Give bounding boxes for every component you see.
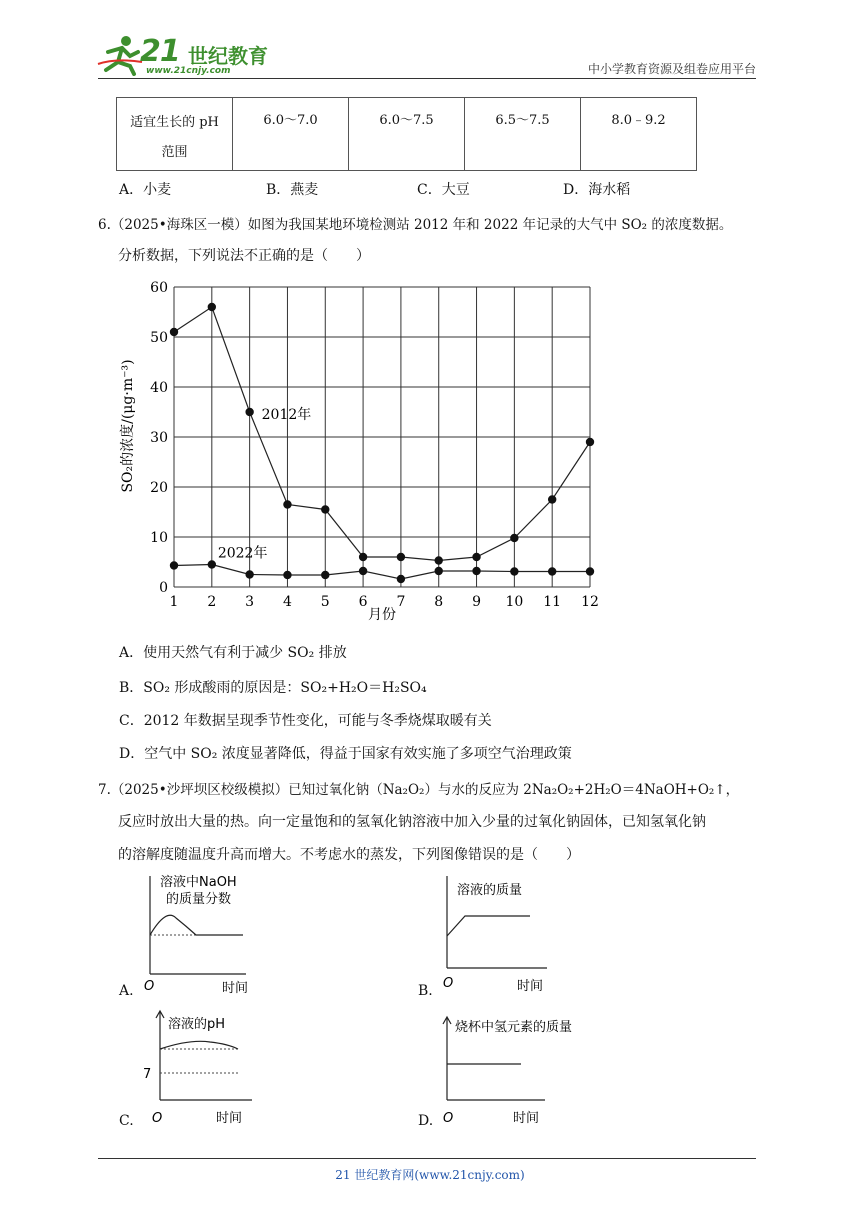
chart-grid bbox=[174, 287, 590, 587]
x-tick-label: 2 bbox=[207, 594, 217, 610]
series-line-1 bbox=[174, 565, 590, 580]
y-tick-label: 20 bbox=[150, 480, 168, 496]
x-tick-label: 10 bbox=[505, 594, 524, 610]
data-point bbox=[245, 570, 253, 578]
y-axis-label: SO₂的浓度/(μg·m⁻³) bbox=[120, 359, 136, 493]
series-label-2012: 2012年 bbox=[261, 407, 312, 423]
graph-a-origin: O bbox=[144, 979, 155, 994]
x-tick-label: 12 bbox=[581, 594, 599, 610]
data-point bbox=[245, 408, 253, 416]
table-cell: 8.0﹣9.2 bbox=[581, 98, 697, 171]
q5-option-b[interactable]: B．燕麦 bbox=[266, 182, 319, 198]
graph-c-origin: O bbox=[152, 1111, 163, 1126]
y-tick-label: 50 bbox=[150, 330, 168, 346]
q7-stem-line2: 反应时放出大量的热。向一定量饱和的氢氧化钠溶液中加入少量的过氧化钠固体，已知氢氧化钠 bbox=[118, 814, 706, 830]
graph-b-origin: O bbox=[443, 976, 454, 991]
data-point bbox=[548, 567, 556, 575]
q6-option-a[interactable]: A．使用天然气有利于减少 SO₂ 排放 bbox=[119, 645, 347, 661]
table-row-label bbox=[117, 98, 233, 171]
x-tick-label: 7 bbox=[396, 594, 406, 610]
y-tick-label: 0 bbox=[159, 580, 168, 596]
data-point bbox=[586, 438, 594, 446]
footer-divider bbox=[98, 1158, 756, 1159]
table-cell: 6.5～7.5 bbox=[465, 98, 581, 171]
logo-number: 21 bbox=[140, 34, 180, 69]
data-point bbox=[170, 561, 178, 569]
graph-a-title-2: 的质量分数 bbox=[166, 892, 232, 907]
graph-b-curve bbox=[447, 916, 530, 936]
x-tick-label: 3 bbox=[245, 594, 255, 610]
y-tick-label: 60 bbox=[150, 280, 168, 296]
data-point bbox=[321, 571, 329, 579]
data-point bbox=[586, 567, 594, 575]
row-label-line2: 范围 bbox=[161, 145, 188, 160]
y-tick-label: 30 bbox=[150, 430, 168, 446]
table-cell: 6.0～7.5 bbox=[349, 98, 465, 171]
data-point bbox=[359, 553, 367, 561]
q7-option-c[interactable]: C. bbox=[119, 1113, 134, 1129]
graph-a-xlabel: 时间 bbox=[222, 981, 249, 996]
graph-a bbox=[140, 870, 270, 1000]
graph-c bbox=[140, 1008, 270, 1128]
x-tick-label: 6 bbox=[358, 594, 368, 610]
data-point bbox=[397, 553, 405, 561]
data-point bbox=[208, 560, 216, 568]
x-axis-label: 月份 bbox=[368, 607, 396, 623]
data-point bbox=[435, 567, 443, 575]
q6-stem-line2: 分析数据，下列说法不正确的是（ ） bbox=[118, 248, 370, 264]
graph-c-curve bbox=[160, 1041, 238, 1049]
q6-option-c[interactable]: C．2012 年数据呈现季节性变化，可能与冬季烧煤取暖有关 bbox=[119, 713, 492, 729]
data-point bbox=[548, 495, 556, 503]
graph-b-xlabel: 时间 bbox=[517, 979, 544, 994]
data-point bbox=[472, 553, 480, 561]
data-point bbox=[472, 567, 480, 575]
x-tick-label: 4 bbox=[282, 594, 292, 610]
logo-text: 世纪教育 bbox=[188, 44, 268, 68]
footer-text[interactable]: 21 世纪教育网(www.21cnjy.com) bbox=[335, 1168, 525, 1182]
so2-line-chart bbox=[110, 276, 610, 626]
y-tick-label: 10 bbox=[150, 530, 168, 546]
header-divider bbox=[98, 78, 756, 79]
logo-url: www.21cnjy.com bbox=[146, 66, 231, 76]
data-point bbox=[510, 534, 518, 542]
y-tick-label: 40 bbox=[150, 380, 168, 396]
data-point bbox=[170, 328, 178, 336]
q7-option-b[interactable]: B. bbox=[418, 983, 433, 999]
q7-option-d[interactable]: D. bbox=[418, 1113, 434, 1129]
graph-d bbox=[437, 1008, 607, 1128]
graph-d-origin: O bbox=[443, 1111, 454, 1126]
chart-series bbox=[170, 303, 594, 583]
q5-option-c[interactable]: C．大豆 bbox=[417, 182, 470, 198]
graph-c-title: 溶液的pH bbox=[168, 1017, 226, 1032]
data-point bbox=[435, 556, 443, 564]
graph-b bbox=[437, 870, 567, 1000]
graph-d-xlabel: 时间 bbox=[513, 1111, 540, 1126]
table-cell: 6.0～7.0 bbox=[233, 98, 349, 171]
q6-option-b[interactable]: B．SO₂ 形成酸雨的原因是：SO₂+H₂O＝H₂SO₄ bbox=[119, 680, 427, 696]
q7-option-a[interactable]: A. bbox=[119, 983, 134, 999]
q6-stem-line1: 6.（2025•海珠区一模）如图为我国某地环境检测站 2012 年和 2022 年记录的大气中 SO₂ 的浓度数据。 bbox=[98, 217, 733, 233]
x-tick-label: 8 bbox=[434, 594, 444, 610]
series-label-2022: 2022年 bbox=[217, 545, 268, 562]
ph-range-table bbox=[116, 97, 697, 171]
q7-stem-line3: 的溶解度随温度升高而增大。不考虑水的蒸发，下列图像错误的是（ ） bbox=[118, 847, 580, 863]
x-tick-label: 9 bbox=[472, 594, 482, 610]
x-tick-label: 11 bbox=[543, 594, 562, 610]
x-tick-label: 5 bbox=[320, 594, 330, 610]
data-point bbox=[510, 567, 518, 575]
data-point bbox=[359, 567, 367, 575]
x-tick-label: 1 bbox=[169, 594, 179, 610]
graph-c-tick: 7 bbox=[143, 1067, 152, 1082]
q7-stem-line1: 7.（2025•沙坪坝区校级模拟）已知过氧化钠（Na₂O₂）与水的反应为 2Na₂O₂+2H₂O＝4NaOH+O₂↑， bbox=[98, 782, 740, 798]
graph-c-xlabel: 时间 bbox=[216, 1111, 243, 1126]
graph-d-title: 烧杯中氢元素的质量 bbox=[455, 1020, 573, 1035]
row-label-line1: 适宜生长的 pH bbox=[130, 115, 219, 130]
q5-option-a[interactable]: A．小麦 bbox=[119, 182, 172, 198]
graph-b-title: 溶液的质量 bbox=[457, 883, 523, 898]
graph-a-curve bbox=[150, 915, 243, 935]
data-point bbox=[397, 575, 405, 583]
graph-a-title-1: 溶液中NaOH bbox=[160, 875, 237, 890]
runner-logo-icon bbox=[96, 34, 144, 76]
data-point bbox=[208, 303, 216, 311]
data-point bbox=[283, 571, 291, 579]
header-platform-text: 中小学教育资源及组卷应用平台 bbox=[587, 62, 756, 76]
q5-option-d[interactable]: D．海水稻 bbox=[563, 182, 631, 198]
series-line-0 bbox=[174, 307, 590, 561]
q6-option-d[interactable]: D．空气中 SO₂ 浓度显著降低，得益于国家有效实施了多项空气治理政策 bbox=[119, 746, 572, 762]
data-point bbox=[321, 505, 329, 513]
data-point bbox=[283, 500, 291, 508]
